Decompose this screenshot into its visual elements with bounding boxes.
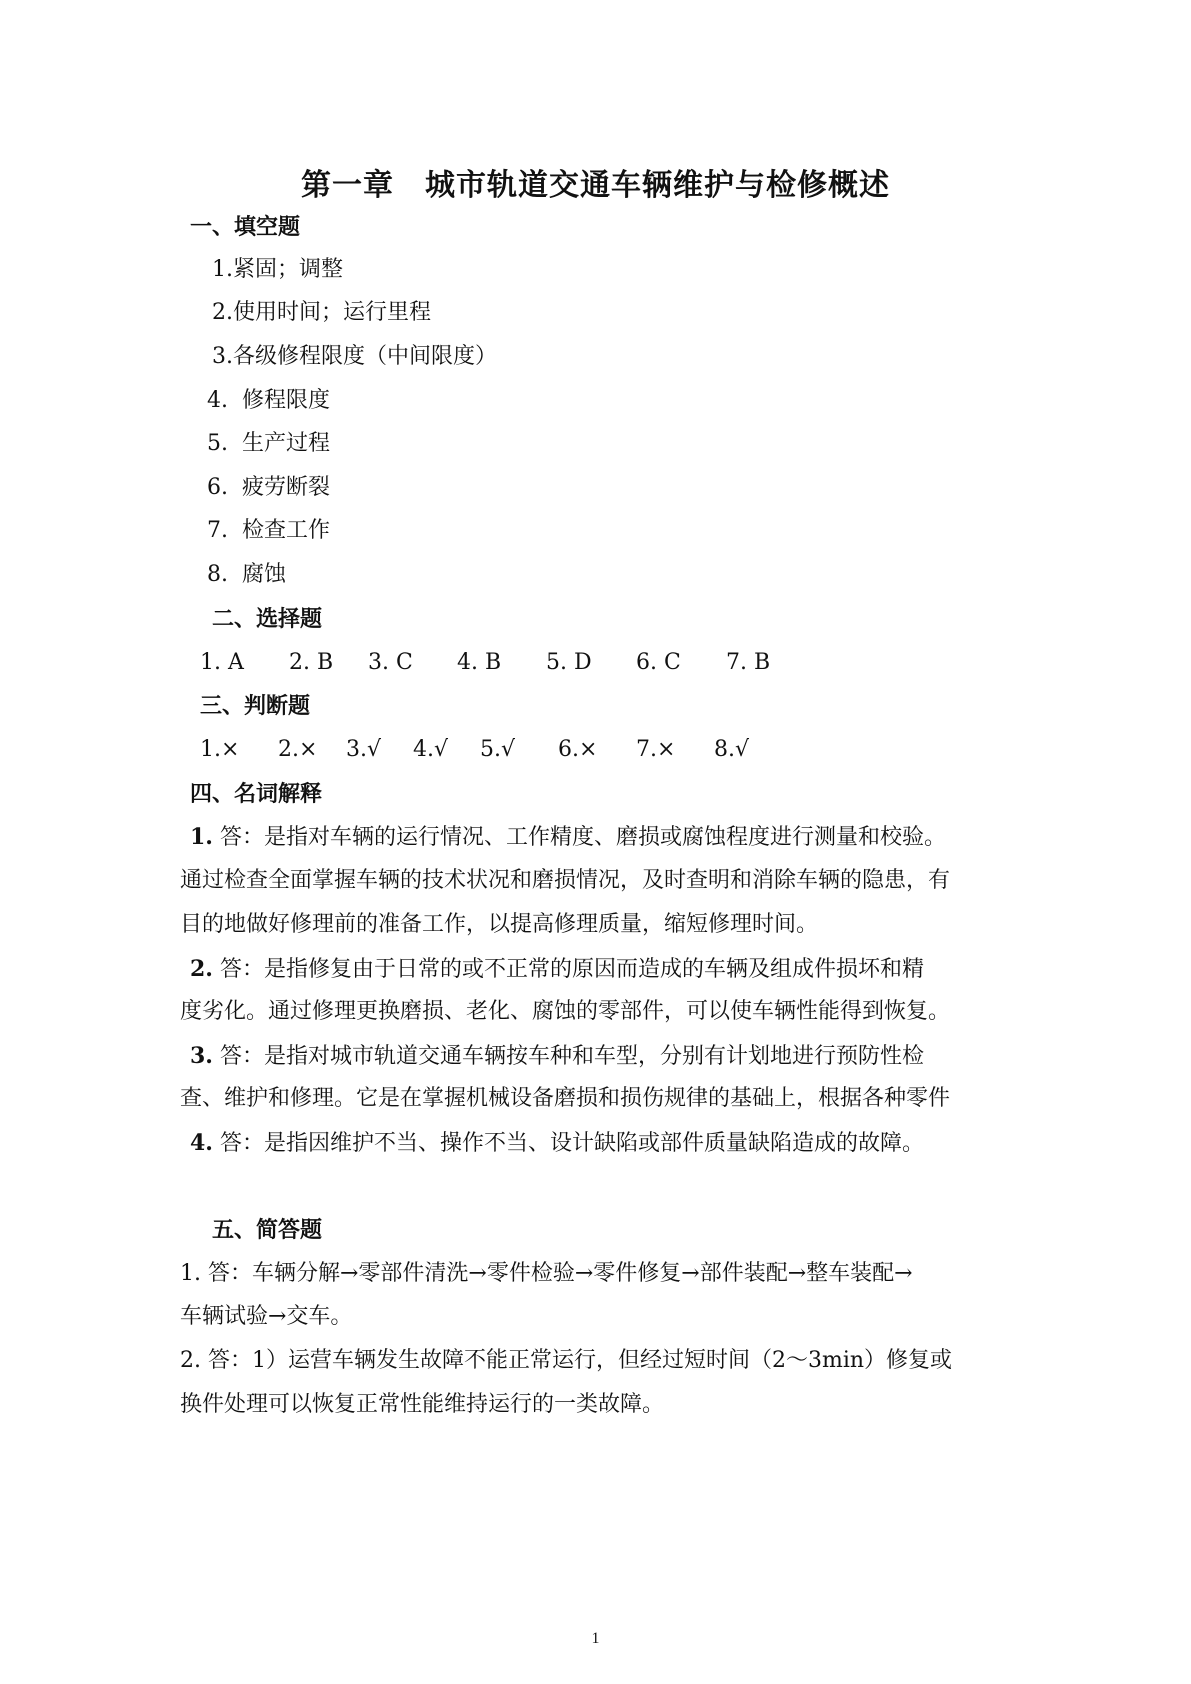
term-4-number: 4. xyxy=(190,1130,213,1156)
term-4-text: 答：是指因维护不当、操作不当、设计缺陷或部件质量缺陷造成的故障。 xyxy=(212,1131,924,1156)
judge-answer-6: 6.× xyxy=(558,737,598,762)
judge-answer-1: 1.× xyxy=(200,737,240,762)
fill-answer-2: 2.使用时间；运行里程 xyxy=(212,300,431,325)
fill-answer-6: 6. 疲劳断裂 xyxy=(207,475,330,500)
section-heading-short: 五、简答题 xyxy=(212,1217,323,1243)
choice-answer-2: 2. B xyxy=(289,650,334,675)
term-1-line-3: 目的地做好修理前的准备工作，以提高修理质量，缩短修理时间。 xyxy=(180,912,819,937)
judge-answer-7: 7.× xyxy=(636,737,676,762)
fill-answer-3: 3.各级修程限度（中间限度） xyxy=(212,344,497,369)
short-answer-1-line-1: 1. 答：车辆分解→零部件清洗→零件检验→零件修复→部件装配→整车装配→ xyxy=(180,1261,913,1286)
judge-answer-8: 8.√ xyxy=(714,737,750,762)
fill-answer-7: 7. 检查工作 xyxy=(207,518,330,543)
short-answer-2-line-2: 换件处理可以恢复正常性能维持运行的一类故障。 xyxy=(180,1392,665,1417)
short-answer-1-line-2: 车辆试验→交车。 xyxy=(180,1304,353,1329)
choice-answer-4: 4. B xyxy=(457,650,502,675)
choice-answer-6: 6. C xyxy=(636,650,681,675)
term-2-text: 答：是指修复由于日常的或不正常的原因而造成的车辆及组成件损坏和精 xyxy=(212,957,924,982)
fill-answer-1: 1.紧固；调整 xyxy=(212,257,343,282)
section-heading-fill: 一、填空题 xyxy=(190,214,301,240)
term-1-line-2: 通过检查全面掌握车辆的技术状况和磨损情况，及时查明和消除车辆的隐患，有 xyxy=(180,868,951,893)
term-3-number: 3. xyxy=(190,1043,213,1069)
fill-answer-4: 4. 修程限度 xyxy=(207,388,330,413)
choice-answer-3: 3. C xyxy=(368,650,413,675)
judge-answer-3: 3.√ xyxy=(346,737,382,762)
choice-answer-7: 7. B xyxy=(726,650,771,675)
section-heading-terms: 四、名词解释 xyxy=(190,781,323,807)
term-3-line-1 xyxy=(190,1041,1030,1072)
short-answer-2-line-1: 2. 答：1）运营车辆发生故障不能正常运行，但经过短时间（2～3min）修复或 xyxy=(180,1348,953,1373)
term-2-number: 2. xyxy=(190,956,213,982)
judge-answer-2: 2.× xyxy=(278,737,318,762)
fill-answer-5: 5. 生产过程 xyxy=(207,431,330,456)
page-number: 1 xyxy=(591,1630,600,1647)
term-1-text: 答：是指对车辆的运行情况、工作精度、磨损或腐蚀程度进行测量和校验。 xyxy=(212,825,946,850)
term-2-line-2: 度劣化。通过修理更换磨损、老化、腐蚀的零部件，可以使车辆性能得到恢复。 xyxy=(180,999,951,1024)
choice-answer-5: 5. D xyxy=(546,650,592,675)
judge-answer-4: 4.√ xyxy=(413,737,449,762)
fill-answer-8: 8. 腐蚀 xyxy=(207,562,286,587)
chapter-title: 第一章 城市轨道交通车辆维护与检修概述 xyxy=(301,168,890,203)
choice-answer-1: 1. A xyxy=(200,650,244,675)
term-3-text: 答：是指对城市轨道交通车辆按车种和车型，分别有计划地进行预防性检 xyxy=(212,1044,924,1069)
section-heading-judge: 三、判断题 xyxy=(200,693,311,719)
term-2-line-1 xyxy=(190,954,1030,985)
term-3-line-2: 查、维护和修理。它是在掌握机械设备磨损和损伤规律的基础上，根据各种零件 xyxy=(180,1086,951,1111)
term-1-line-1 xyxy=(190,822,1030,853)
section-heading-choice: 二、选择题 xyxy=(212,606,323,632)
term-4-line-1 xyxy=(190,1128,1030,1159)
judge-answer-5: 5.√ xyxy=(480,737,516,762)
term-1-number: 1. xyxy=(190,824,213,850)
